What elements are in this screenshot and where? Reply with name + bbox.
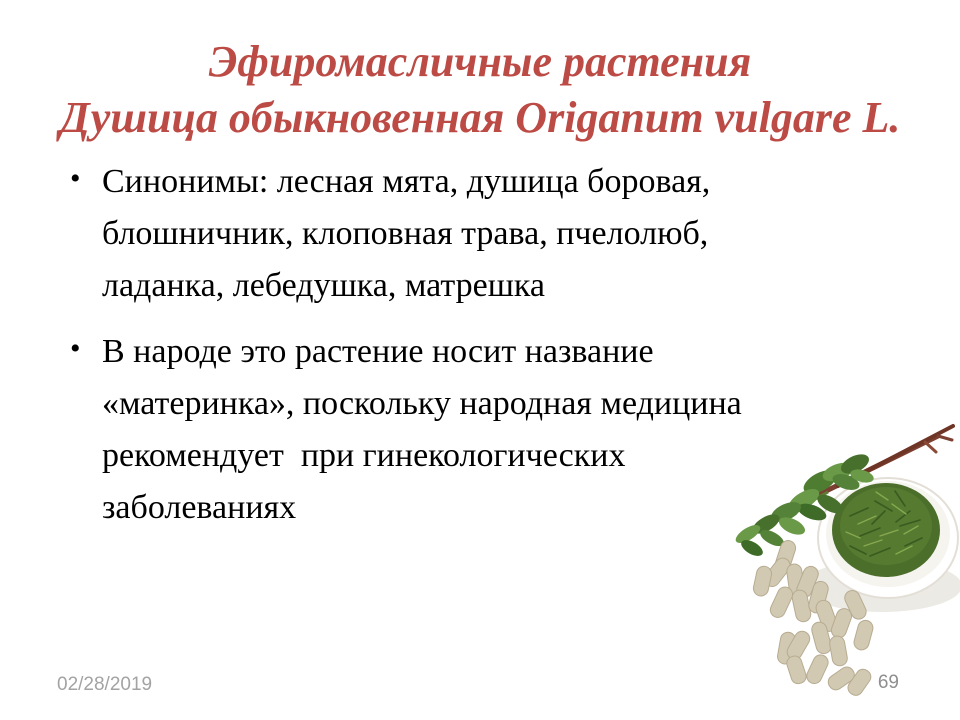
title-line-1: Эфиромасличные растения	[208, 37, 752, 86]
bullet-text-line: заболеваниях	[102, 489, 297, 526]
bullet-item-synonyms	[60, 156, 920, 312]
oregano-photo-illustration	[700, 416, 960, 708]
bullet-icon: •	[70, 332, 81, 365]
bullet-text-line: блошничник, клоповная трава, пчелолюб,	[102, 215, 709, 252]
slide-title	[0, 34, 960, 146]
bullet-text-line: Синонимы: лесная мята, душица боровая,	[102, 163, 711, 200]
oregano-photo	[700, 416, 960, 708]
bullet-text-line: В народе это растение носит название	[102, 333, 654, 370]
footer-date: 02/28/2019	[57, 674, 153, 695]
title-line-2: Душица обыкновенная Origanum vulgare L.	[59, 93, 901, 142]
bullet-icon: •	[70, 162, 81, 195]
bullet-text-line: рекомендует при гинекологических	[102, 437, 626, 474]
bullet-text-line: ладанка, лебедушка, матрешка	[102, 267, 545, 304]
bullet-text-line: «материнка», поскольку народная медицина	[102, 385, 742, 422]
page-number: 69	[877, 672, 899, 693]
